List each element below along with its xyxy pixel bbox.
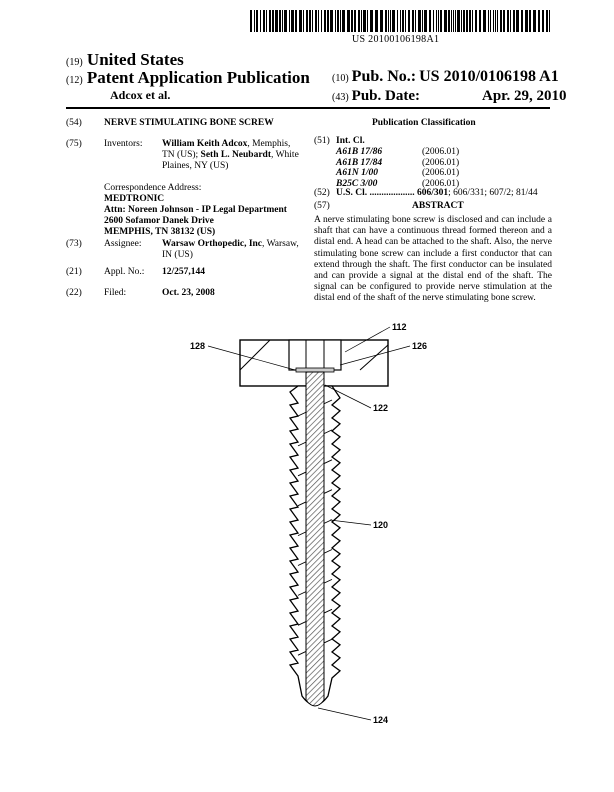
patent-title: NERVE STIMULATING BONE SCREW xyxy=(104,118,274,128)
inventors-label: Inventors: xyxy=(104,139,143,149)
correspondence-line-3: 2600 Sofamor Danek Drive xyxy=(104,216,214,226)
ref-label-124: 124 xyxy=(373,715,389,725)
inventor-2-location: , White xyxy=(271,150,299,160)
correspondence-address xyxy=(104,183,314,238)
filed-label: Filed: xyxy=(104,288,127,298)
pub-number: US 2010/0106198 A1 xyxy=(419,68,559,85)
publication-classification-heading: Publication Classification xyxy=(372,118,476,128)
pub-number-label: Pub. No.: xyxy=(351,68,417,85)
classification-year: (2006.01) xyxy=(422,168,460,178)
pub-date-label: Pub. Date: xyxy=(351,88,420,104)
title-code: (54) xyxy=(66,118,82,128)
pub-number-line xyxy=(332,68,559,86)
classification-table xyxy=(336,147,459,189)
correspondence-line-4: MEMPHIS, TN 38132 (US) xyxy=(104,227,216,237)
classification-row xyxy=(336,147,459,158)
inventor-2-location-2: Plaines, NY (US) xyxy=(162,161,229,171)
assignee-label: Assignee: xyxy=(104,239,142,249)
application-number-label: Appl. No.: xyxy=(104,267,145,277)
head-socket xyxy=(289,340,341,370)
classification-year: (2006.01) xyxy=(422,178,460,189)
pub-type: Patent Application Publication xyxy=(86,68,310,87)
int-cl-label: Int. Cl. xyxy=(336,136,365,146)
application-number: 12/257,144 xyxy=(162,267,206,277)
assignee-location-2: IN (US) xyxy=(162,250,193,260)
classification-code: A61B 17/86 xyxy=(336,147,383,157)
filed-date: Oct. 23, 2008 xyxy=(162,288,215,298)
abstract-heading: ABSTRACT xyxy=(412,201,464,211)
pub-date: Apr. 29, 2010 xyxy=(482,88,567,104)
inventor-2-name: Seth L. Neubardt xyxy=(200,150,271,160)
header-divider xyxy=(66,107,550,109)
country-code: (19) xyxy=(66,57,83,68)
inventors-code: (75) xyxy=(66,139,82,149)
ref-label-112: 112 xyxy=(392,322,407,332)
pub-type-code: (12) xyxy=(66,75,83,86)
leader-line-124 xyxy=(318,708,371,720)
ref-label-122: 122 xyxy=(373,403,389,413)
us-cl-label: U.S. Cl. ................... xyxy=(336,188,415,198)
classification-row xyxy=(336,168,459,179)
abstract-code: (57) xyxy=(314,201,330,211)
correspondence-line-2: Attn: Noreen Johnson - IP Legal Department xyxy=(104,205,287,215)
classification-year: (2006.01) xyxy=(422,157,460,168)
inventor-1-name: William Keith Adcox xyxy=(162,139,248,149)
ref-label-120: 120 xyxy=(373,520,389,530)
conductor xyxy=(306,372,324,706)
assignee-name: Warsaw Orthopedic, Inc xyxy=(162,239,263,249)
pub-date-line xyxy=(332,88,567,105)
socket-base xyxy=(296,368,334,372)
classification-year: (2006.01) xyxy=(422,147,460,157)
pub-type-line xyxy=(66,68,310,88)
country-name: United States xyxy=(86,50,184,69)
classification-code: B25C 3/00 xyxy=(336,178,378,189)
correspondence-line-1: MEDTRONIC xyxy=(104,194,165,204)
authors: Adcox et al. xyxy=(110,88,171,102)
correspondence-label: Correspondence Address: xyxy=(104,183,202,193)
us-cl-main: 606/301 xyxy=(417,188,449,198)
us-cl-field xyxy=(336,188,538,199)
int-cl-code: (51) xyxy=(314,136,330,146)
pub-number-code: (10) xyxy=(332,73,349,84)
inventor-1-location: , Memphis, xyxy=(247,139,291,149)
us-cl-rest: ; 606/331; 607/2; 81/44 xyxy=(448,188,538,198)
assignee-code: (73) xyxy=(66,239,82,249)
assignee-location: , Warsaw, xyxy=(262,239,299,249)
classification-code: A61N 1/00 xyxy=(336,168,378,178)
filed-code: (22) xyxy=(66,288,82,298)
country-line xyxy=(66,50,184,70)
barcode-number: US 20100106198A1 xyxy=(352,34,440,45)
barcode-image xyxy=(250,10,550,32)
inventors-value xyxy=(162,139,307,172)
assignee-value xyxy=(162,239,307,261)
application-number-code: (21) xyxy=(66,267,82,277)
ref-label-126: 126 xyxy=(412,341,428,351)
patent-drawing xyxy=(160,320,460,790)
abstract-text: A nerve stimulating bone screw is disclosed and can include a shaft that can have a continuous thread formed thereon and a distal end. A head can be attached to the shaft. Also, the nerve stimulating bone screw can include a first conductor that can extend through the shaft. The first conductor can be insulated and can provide a signal at the distal end of the shaft. The signal can be configured to provide nerve stimulation at the distal end of the shaft of the nerve stimulating bone screw. xyxy=(314,215,552,304)
classification-row xyxy=(336,158,459,169)
us-cl-code: (52) xyxy=(314,188,330,198)
inventor-1-location-2: TN (US); xyxy=(162,150,199,160)
classification-code: A61B 17/84 xyxy=(336,157,383,168)
ref-label-128: 128 xyxy=(190,341,206,351)
pub-date-code: (43) xyxy=(332,92,349,103)
